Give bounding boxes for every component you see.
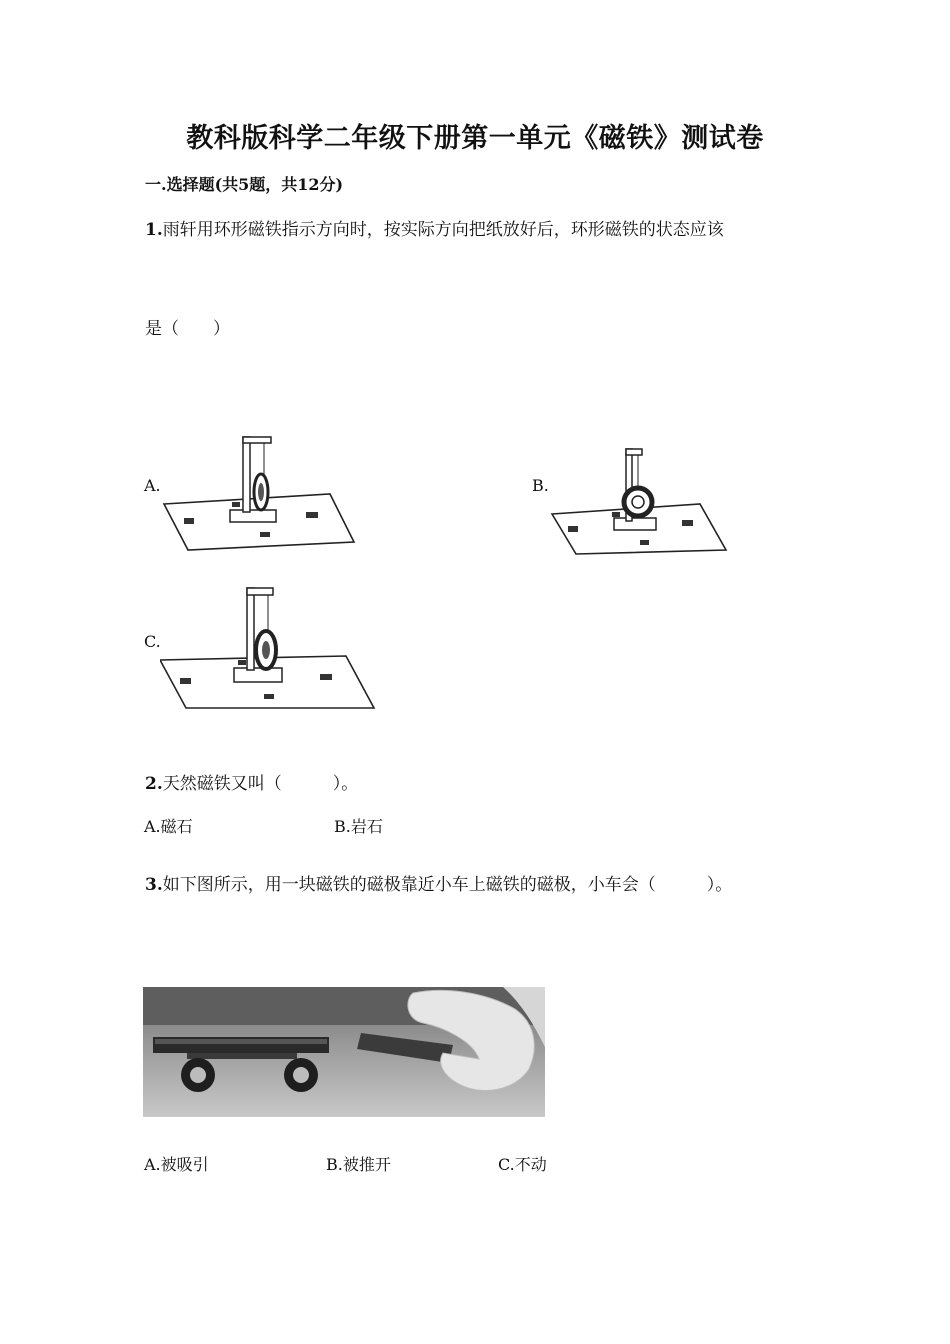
page-title: 教科版科学二年级下册第一单元《磁铁》测试卷 <box>186 123 764 154</box>
question-text: 雨轩用环形磁铁指示方向时，按实际方向把纸放好后，环形磁铁的状态应该 <box>162 220 724 240</box>
option-a: A.磁石 <box>144 817 193 836</box>
option-a-label: A. <box>144 476 161 495</box>
option-b-label: B. <box>532 476 549 495</box>
option-c: C.不动 <box>498 1155 547 1174</box>
question-number: 2. <box>145 774 163 794</box>
option-c-label: C. <box>144 632 161 651</box>
magnet-car-photo <box>143 987 545 1117</box>
question-text: 天然磁铁又叫（ ）。 <box>162 774 359 794</box>
option-b: B.岩石 <box>334 817 383 836</box>
question-text: 如下图所示，用一块磁铁的磁极靠近小车上磁铁的磁极，小车会（ ）。 <box>162 875 733 895</box>
question-2 <box>145 769 358 794</box>
section-heading: 一.选择题(共5题，共12分) <box>145 175 344 194</box>
question-1 <box>145 215 724 240</box>
option-b: B.被推开 <box>326 1155 391 1174</box>
option-c-figure <box>160 586 380 716</box>
question-1-continued: 是（ ） <box>145 319 230 339</box>
question-number: 3. <box>145 875 163 895</box>
option-a-figure <box>160 432 360 552</box>
option-a: A.被吸引 <box>144 1155 209 1174</box>
option-b-figure <box>550 446 730 556</box>
question-3 <box>145 870 732 895</box>
question-number: 1. <box>145 220 163 240</box>
